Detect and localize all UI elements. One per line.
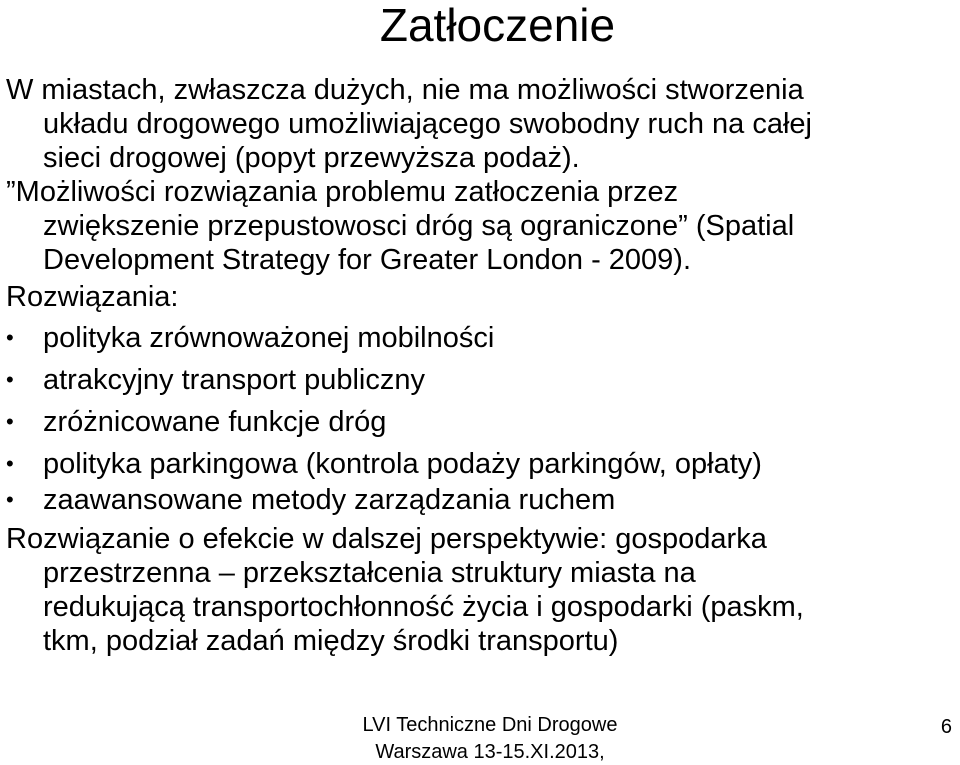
bullet-item [6,360,946,400]
paragraph-line: Development Strategy for Greater London - 2009). [43,244,692,276]
paragraph-line: sieci drogowej (popyt przewyższa podaż). [43,142,580,174]
bullet-item [6,480,946,520]
bullet-icon: • [6,487,14,512]
footer-event: LVI Techniczne Dni Drogowe [362,714,618,736]
footer-location: Warszawa 13-15.XI.2013, [375,741,605,763]
bullet-icon: • [6,409,14,434]
paragraph-line: układu drogowego umożliwiającego swobodny ruch na całej [43,108,812,140]
paragraph-long-term [6,522,946,658]
bullet-text: polityka parkingowa (kontrola podaży parkingów, opłaty) [43,448,762,480]
paragraph-line: redukującą transportochłonność życia i gospodarki (paskm, [43,591,804,623]
paragraph-line: przestrzenna – przekształcenia struktury miasta na [43,557,696,589]
bullet-text: atrakcyjny transport publiczny [43,364,425,396]
bullet-text: zaawansowane metody zarządzania ruchem [43,484,616,516]
bullet-item [6,444,946,484]
paragraph-demand [6,73,946,175]
bullet-item [6,318,946,358]
solutions-heading-text: Rozwiązania: [6,281,179,313]
slide-title: Zatłoczenie [379,0,616,51]
bullet-icon: • [6,325,14,350]
solutions-heading [6,280,946,314]
bullet-icon: • [6,451,14,476]
bullet-text: polityka zrównoważonej mobilności [43,322,495,354]
page-number: 6 [940,716,952,738]
paragraph-line: W miastach, zwłaszcza dużych, nie ma możliwości stworzenia [6,74,804,106]
bullet-item [6,402,946,442]
paragraph-line: zwiększenie przepustowosci dróg są ograniczone” (Spatial [43,210,795,242]
paragraph-quote [6,175,946,277]
paragraph-line: Rozwiązanie o efekcie w dalszej perspektywie: gospodarka [6,523,767,555]
bullet-icon: • [6,367,14,392]
bullet-text: zróżnicowane funkcje dróg [43,406,387,438]
paragraph-line: tkm, podział zadań między środki transportu) [43,625,619,657]
paragraph-line: ”Możliwości rozwiązania problemu zatłoczenia przez [6,176,679,208]
